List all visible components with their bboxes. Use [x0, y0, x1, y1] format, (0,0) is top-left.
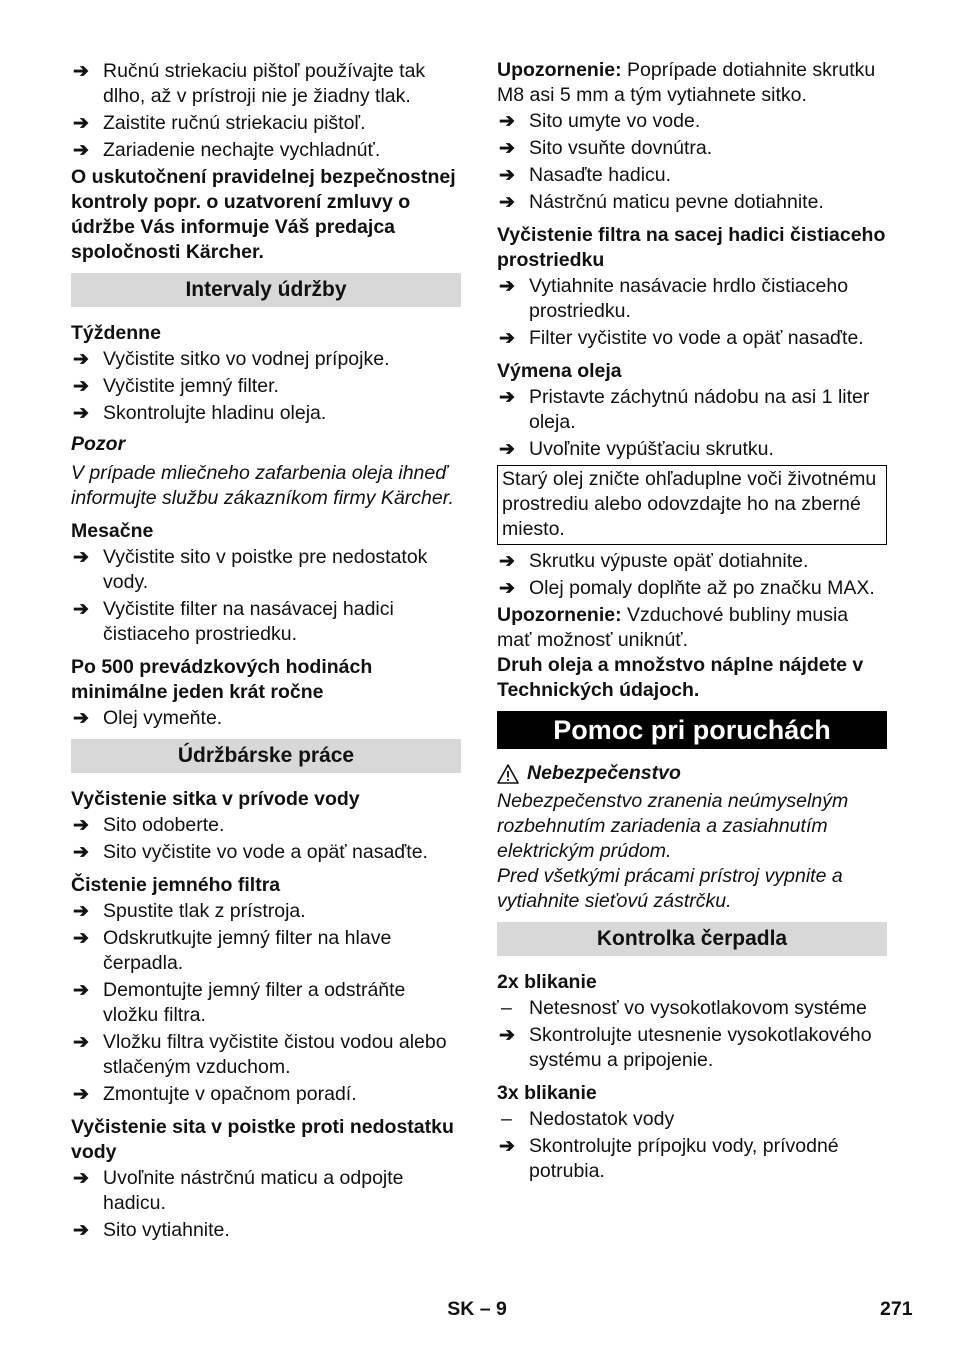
notice-paragraph: Upozornenie: Poprípade dotiahnite skrutku M8 asi 5 mm a tým vytiahnete sitko.	[497, 59, 876, 106]
notice-paragraph: Upozornenie: Vzduchové bubliny musia mať možnosť uniknúť.	[497, 604, 849, 651]
oil-type-note: Druh oleja a množstvo náplne nájdete v Technických údajoch.	[497, 654, 864, 701]
section-band-intervals: Intervaly údržby	[71, 273, 461, 307]
intro-steps	[71, 59, 461, 163]
arrow-icon: ➔	[499, 1025, 515, 1046]
arrow-icon: ➔	[73, 842, 89, 863]
arrow-icon: ➔	[73, 403, 89, 424]
blink2-heading: 2x blikanie	[497, 971, 597, 993]
monthly-heading: Mesačne	[71, 520, 154, 542]
list-item: ➔ Skrutku výpuste opäť dotiahnite.	[499, 550, 809, 572]
arrow-icon: ➔	[499, 276, 515, 297]
list-item: – Netesnosť vo vysokotlakovom systéme	[501, 997, 867, 1019]
arrow-icon: ➔	[73, 1220, 89, 1241]
list-item: ➔ Skontrolujte hladinu oleja.	[73, 402, 327, 424]
oil-change-heading: Výmena oleja	[497, 360, 622, 382]
footer-section-label: SK – 9	[447, 1298, 507, 1320]
list-item: ➔ Spustite tlak z prístroja.	[73, 900, 306, 922]
right-column	[497, 58, 887, 1186]
arrow-icon: ➔	[73, 1032, 89, 1053]
arrow-icon: ➔	[73, 980, 89, 1001]
list-item: ➔ Vyčistite sitko vo vodnej prípojke.	[73, 348, 390, 370]
list-item: ➔ Skontrolujte utesnenie vysokotlakového systému a pripojenie.	[499, 1024, 872, 1071]
list-item: ➔ Pristavte záchytnú nádobu na asi 1 liter oleja.	[499, 386, 870, 433]
list-item: ➔ Sito vyčistite vo vode a opäť nasaďte.	[73, 841, 428, 863]
danger-text: Pred všetkými prácami prístroj vypnite a vytiahnite sieťovú zástrčku.	[497, 865, 843, 912]
list-item: ➔ Nasaďte hadicu.	[499, 164, 672, 186]
dash-icon: –	[501, 1108, 512, 1130]
arrow-icon: ➔	[499, 165, 515, 186]
arrow-icon: ➔	[73, 928, 89, 949]
arrow-icon: ➔	[73, 113, 89, 134]
environment-note-box: Starý olej zničte ohľaduplne voči životnému prostrediu alebo odovzdajte ho na zberné miesto.	[497, 465, 887, 545]
list-item: ➔ Skontrolujte prípojku vody, prívodné potrubia.	[499, 1135, 839, 1182]
list-item: ➔ Vložku filtra vyčistite čistou vodou alebo stlačeným vzduchom.	[73, 1031, 447, 1078]
arrow-icon: ➔	[499, 551, 515, 572]
list-item: ➔ Uvoľnite nástrčnú maticu a odpojte hadicu.	[73, 1167, 404, 1214]
section-band-pump: Kontrolka čerpadla	[497, 922, 887, 956]
list-item: ➔ Nástrčnú maticu pevne dotiahnite.	[499, 191, 824, 213]
list-item: ➔ Uvoľnite vypúšťaciu skrutku.	[499, 438, 774, 460]
arrow-icon: ➔	[73, 349, 89, 370]
arrow-icon: ➔	[73, 1084, 89, 1105]
arrow-icon: ➔	[499, 439, 515, 460]
sieve-inlet-heading: Vyčistenie sitka v prívode vody	[71, 788, 360, 810]
caution-text: V prípade mliečneho zafarbenia oleja ihneď informujte službu zákazníkom firmy Kärcher.	[71, 462, 454, 509]
arrow-icon: ➔	[499, 387, 515, 408]
arrow-icon: ➔	[499, 111, 515, 132]
list-item: ➔ Ručnú striekaciu pištoľ používajte tak dlho, až v prístroji nie je žiadny tlak.	[73, 60, 426, 107]
list-item: ➔ Vyčistite jemný filter.	[73, 375, 279, 397]
list-item: ➔ Olej pomaly doplňte až po značku MAX.	[499, 577, 875, 599]
danger-heading: Nebezpečenstvo	[497, 761, 887, 786]
blink3-heading: 3x blikanie	[497, 1082, 597, 1104]
safety-note: O uskutočnení pravidelnej bezpečnostnej kontroly popr. o uzatvorení zmluvy o údržbe Vás informuje Váš predajca spoločnosti Kärcher.	[71, 166, 456, 263]
list-item: ➔ Sito vsuňte dovnútra.	[499, 137, 713, 159]
list-item: ➔ Sito umyte vo vode.	[499, 110, 701, 132]
arrow-icon: ➔	[499, 138, 515, 159]
list-item: ➔ Zariadenie nechajte vychladnúť.	[73, 139, 381, 161]
arrow-icon: ➔	[73, 140, 89, 161]
list-item: ➔ Olej vymeňte.	[73, 707, 223, 729]
list-item: ➔ Filter vyčistite vo vode a opäť nasaďte.	[499, 327, 864, 349]
arrow-icon: ➔	[73, 901, 89, 922]
list-item: ➔ Sito vytiahnite.	[73, 1219, 230, 1241]
list-item: ➔ Sito odoberte.	[73, 814, 225, 836]
caution-heading: Pozor	[71, 433, 126, 455]
arrow-icon: ➔	[73, 376, 89, 397]
list-item: ➔ Vyčistite sito v poistke pre nedostatok vody.	[73, 546, 428, 593]
arrow-icon: ➔	[499, 328, 515, 349]
left-column	[71, 58, 461, 1245]
fuse-heading: Vyčistenie sita v poistke proti nedostatku vody	[71, 1116, 454, 1163]
list-item: ➔ Zmontujte v opačnom poradí.	[73, 1083, 357, 1105]
list-item: ➔ Vytiahnite nasávacie hrdlo čistiaceho prostriedku.	[499, 275, 849, 322]
danger-text: Nebezpečenstvo zranenia neúmyselným rozbehnutím zariadenia a zasiahnutím elektrickým prúdom.	[497, 790, 849, 862]
list-item: – Nedostatok vody	[501, 1108, 675, 1130]
hours-heading: Po 500 prevádzkových hodinách minimálne jeden krát ročne	[71, 656, 373, 703]
arrow-icon: ➔	[73, 599, 89, 620]
arrow-icon: ➔	[73, 61, 89, 82]
arrow-icon: ➔	[73, 815, 89, 836]
arrow-icon: ➔	[499, 1136, 515, 1157]
weekly-heading: Týždenne	[71, 322, 161, 344]
list-item: ➔ Vyčistite filter na nasávacej hadici čistiaceho prostriedku.	[73, 598, 394, 645]
section-title: Pomoc pri poruchách	[497, 711, 887, 749]
arrow-icon: ➔	[73, 1168, 89, 1189]
arrow-icon: ➔	[73, 547, 89, 568]
list-item: ➔ Odskrutkujte jemný filter na hlave čerpadla.	[73, 927, 392, 974]
list-item: ➔ Demontujte jemný filter a odstráňte vložku filtra.	[73, 979, 406, 1026]
arrow-icon: ➔	[73, 708, 89, 729]
arrow-icon: ➔	[499, 192, 515, 213]
list-item: ➔ Zaistite ručnú striekaciu pištoľ.	[73, 112, 366, 134]
arrow-icon: ➔	[499, 578, 515, 599]
page-number: 271	[880, 1298, 913, 1320]
dash-icon: –	[501, 997, 512, 1019]
section-band-work: Údržbárske práce	[71, 739, 461, 773]
warning-triangle-icon	[497, 764, 519, 784]
fine-filter-heading: Čistenie jemného filtra	[71, 874, 281, 896]
detergent-filter-heading: Vyčistenie filtra na sacej hadici čistiaceho prostriedku	[497, 224, 886, 271]
